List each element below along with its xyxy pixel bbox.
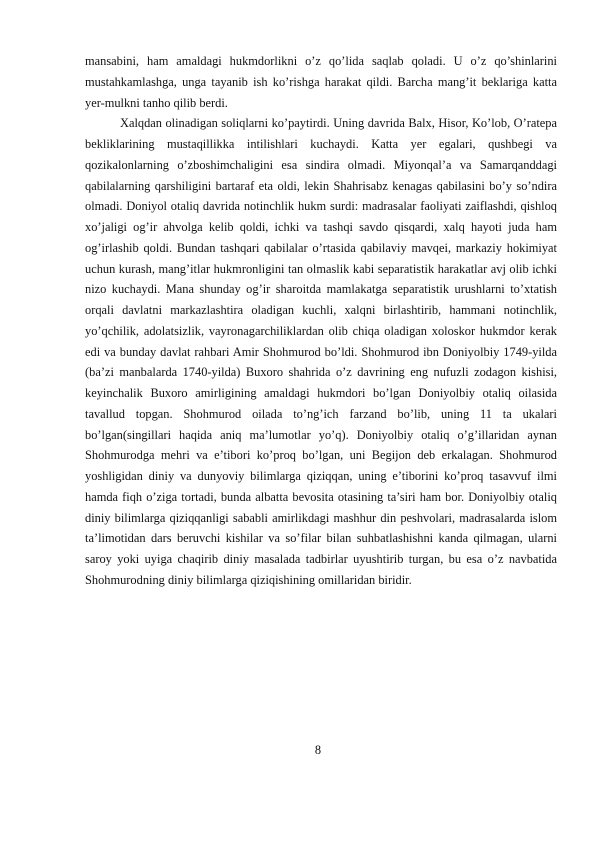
page-number: 8: [314, 743, 322, 757]
paragraph-1: mansabini, ham amaldagi hukmdorlikni o’z qo’lida saqlab qoladi. U o’z qo’shinlarini mustahkamlashga, unga tayanib ish ko’rishga harakat qildi. Barcha mang’it beklariga katta yer-mulkni tanho qilib berdi.: [85, 54, 557, 110]
paragraph-2: Xalqdan olinadigan soliqlarni ko’paytirdi. Uning davrida Balx, Hisor, Ko’lob, O’ratepa bekliklarining mustaqillikka intilishlari kuchaydi. Katta yer egalari, qushbegi va qozikalonlarning o’zboshimchaligini esa sindira olmadi. Miyonqal’a va Samarqanddagi qabilalarning qarshiligini bartaraf eta oldi, lekin Shahrisabz kenagas qabilasini bo’y so’ndira olmadi. Doniyol otaliq davrida notinchlik hukm surdi: madrasalar faoliyati zaiflashdi, qishloq xo’jaligi og’ir ahvolga kelib qoldi, ichki va tashqi savdo qisqardi, xalq hayoti juda ham og’irlashib qoldi. Bundan tashqari qabilalar o’rtasida qabilaviy mavqei, markaziy hokimiyat uchun kurash, mang’itlar hukmronligini tan olmaslik kabi separatistik harakatlar avj olib ichki nizo kuchaydi. Mana shunday og’ir sharoitda mamlakatga separatistik urushlarni to’xtatish orqali davlatni markazlashtira oladigan kuchli, xalqni birlashtirib, hammani notinchlik, yo’qchilik, adolatsizlik, vayronagarchiliklardan olib chiqa oladigan xoloskor hukmdor kerak edi va bunday davlat rahbari Amir Shohmurod bo’ldi. Shohmurod ibn Doniyolbiy 1749-yilda (ba’zi manbalarda 1740-yilda) Buxoro shahrida o’z davrining eng nufuzli zodagon kishisi, keyinchalik Buxoro amirligining amaldagi hukmdori bo’lgan Doniyolbiy otaliq oilasida tavallud topgan. Shohmurod oilada to’ng’ich farzand bo’lib, uning 11 ta ukalari bo’lgan(singillari haqida aniq ma’lumotlar yo’q). Doniyolbiy otaliq o’g’illaridan aynan Shohmurodga mehri va e’tibori ko’proq bo’lgan, uni Begijon deb erkalagan. Shohmurod yoshligidan diniy va dunyoviy bilimlarga qiziqqan, uning e’tiborini ko’proq tasavvuf ilmi hamda fiqh o’ziga tortadi, bunda albatta bevosita otasining ta’siri ham bor. Doniyolbiy otaliq diniy bilimlarga qiziqqanligi sababli amirlikdagi mashhur din peshvolari, madrasalarda islom ta’limotidan dars beruvchi kishilar va so’filar bilan suhbatlashishni kanda qilmagan, ularni saroy yoki uyiga chaqirib diniy masalada tadbirlar uyushtirib turgan, bu esa o’z navbatida Shohmurodning diniy bilimlarga qiziqishining omillaridan biridir.: [85, 116, 557, 587]
body-text: [85, 51, 557, 591]
